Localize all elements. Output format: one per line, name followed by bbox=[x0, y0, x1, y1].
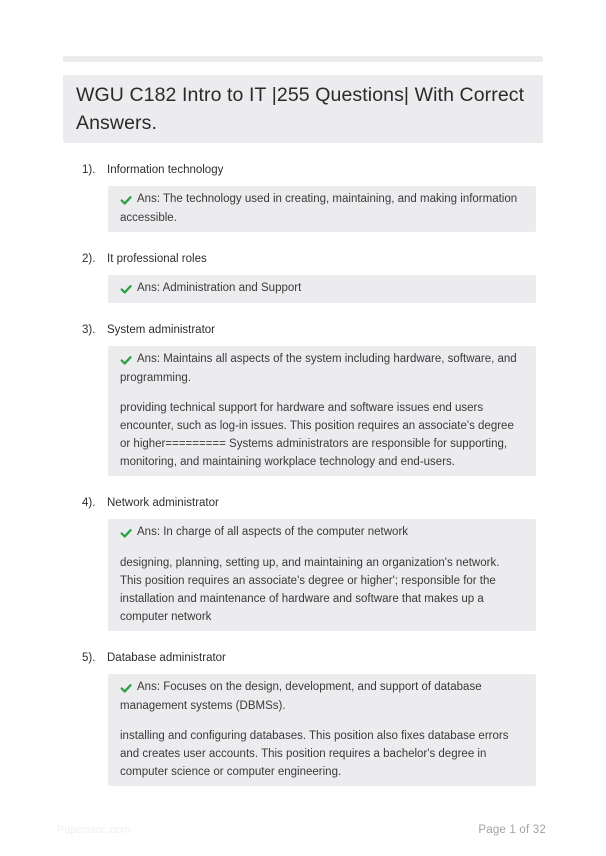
question-text: Network administrator bbox=[107, 497, 219, 509]
check-icon bbox=[120, 191, 132, 209]
question-text: It professional roles bbox=[107, 253, 207, 265]
check-icon bbox=[120, 524, 132, 542]
answer-paragraph bbox=[120, 350, 524, 387]
answer-paragraph-extra: providing technical support for hardware and software issues end users encounter, such as log-in issues. This position requires an associate's degree or higher========= Systems administrators are responsible for supporting, monitoring, and maintaining workplace technology and end-users. bbox=[120, 402, 514, 468]
answer-box bbox=[108, 346, 536, 476]
question-header bbox=[63, 163, 543, 178]
question-header bbox=[63, 323, 543, 338]
top-divider-bar bbox=[63, 56, 543, 62]
question-item-1 bbox=[63, 163, 543, 232]
page-title: WGU C182 Intro to IT |255 Questions| With Correct Answers. bbox=[63, 75, 543, 143]
question-item-4 bbox=[63, 496, 543, 631]
answer-text: Ans: Focuses on the design, development, and support of database management systems (DBMSs). bbox=[120, 681, 482, 712]
questions-list bbox=[63, 163, 543, 786]
check-icon bbox=[120, 280, 132, 298]
question-number: 1). bbox=[82, 164, 96, 176]
page-footer bbox=[57, 824, 546, 836]
question-number: 2). bbox=[82, 253, 96, 265]
answer-box bbox=[108, 519, 536, 631]
document-page bbox=[0, 56, 606, 856]
answer-paragraph bbox=[120, 190, 524, 227]
answer-paragraph bbox=[120, 279, 524, 298]
question-number: 4). bbox=[82, 497, 96, 509]
watermark-text: Paperstoc.com bbox=[57, 824, 131, 836]
question-text: Database administrator bbox=[107, 652, 226, 664]
answer-text: Ans: Administration and Support bbox=[137, 282, 302, 294]
question-header bbox=[63, 496, 543, 511]
question-text: Information technology bbox=[107, 164, 224, 176]
check-icon bbox=[120, 351, 132, 369]
answer-box bbox=[108, 275, 536, 303]
question-item-3 bbox=[63, 323, 543, 476]
question-item-5 bbox=[63, 651, 543, 786]
answer-text: Ans: The technology used in creating, maintaining, and making information accessible. bbox=[120, 193, 518, 224]
answer-paragraph-extra: installing and configuring databases. This position also fixes database errors and creates user accounts. This position requires a bachelor's degree in computer science or computer engineering. bbox=[120, 730, 509, 778]
page-content bbox=[0, 56, 606, 786]
question-text: System administrator bbox=[107, 324, 216, 336]
answer-text: Ans: Maintains all aspects of the system including hardware, software, and programming. bbox=[120, 353, 517, 384]
check-icon bbox=[120, 679, 132, 697]
answer-paragraph bbox=[120, 678, 524, 715]
question-item-2 bbox=[63, 252, 543, 303]
answer-paragraph bbox=[120, 523, 524, 542]
question-header bbox=[63, 252, 543, 267]
answer-paragraph-extra: designing, planning, setting up, and maintaining an organization's network. This position requires an associate's degree or higher'; responsible for the installation and maintenance of hardware and software that makes up a computer network bbox=[120, 557, 500, 623]
answer-box bbox=[108, 186, 536, 232]
question-number: 3). bbox=[82, 324, 96, 336]
question-header bbox=[63, 651, 543, 666]
page-number: Page 1 of 32 bbox=[478, 824, 546, 836]
answer-text: Ans: In charge of all aspects of the computer network bbox=[137, 526, 409, 538]
answer-box bbox=[108, 674, 536, 786]
question-number: 5). bbox=[82, 652, 96, 664]
